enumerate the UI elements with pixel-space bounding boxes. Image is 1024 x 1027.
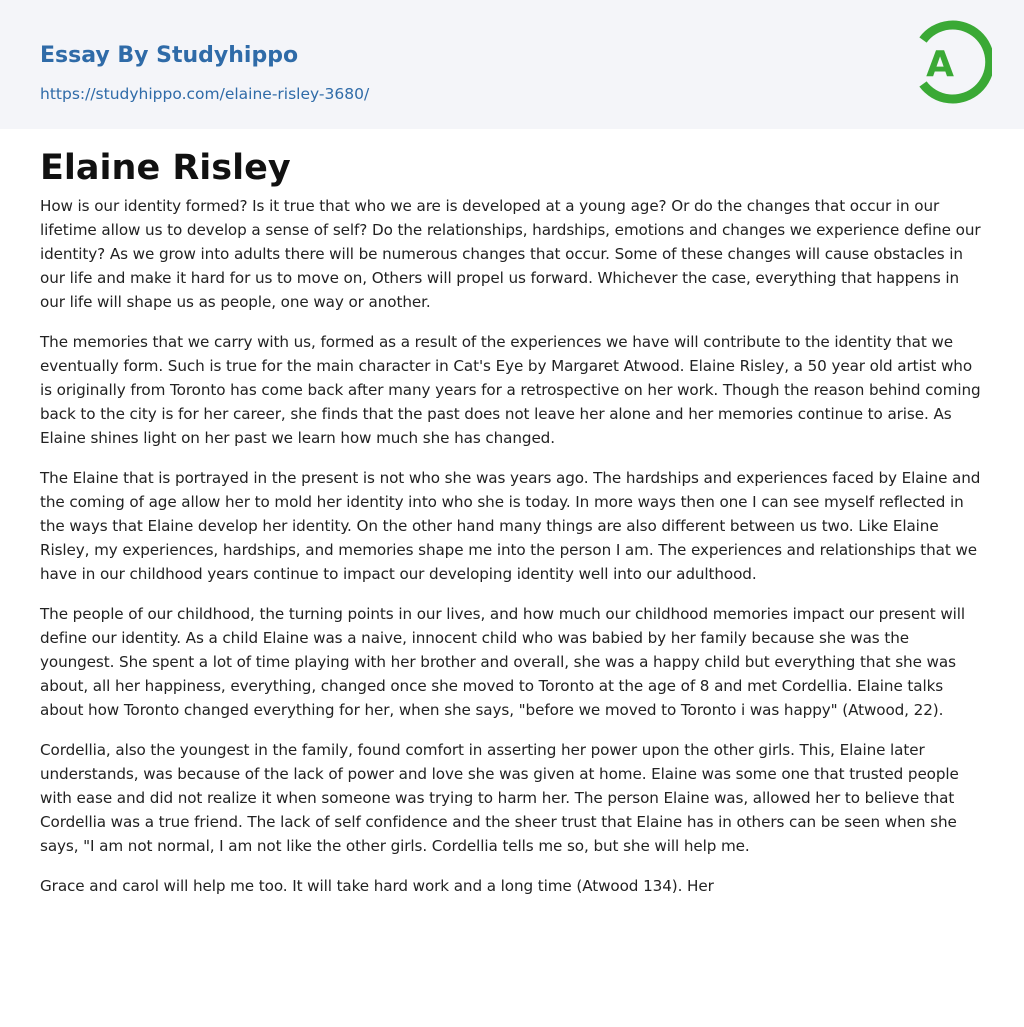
studyhippo-logo-icon[interactable] [906, 16, 992, 108]
essay-paragraph: How is our identity formed? Is it true that who we are is developed at a young age? Or do the changes that occur in our lifetime allow us to develop a sense of self? Do the relationships, hardships, emotions and changes we experience define our identity? As we grow into adults there will be numerous changes that occur. Some of these changes will cause obstacles in our life and make it hard for us to move on, Others will propel us forward. Whichever the case, everything that happens in our life will shape us as people, one way or another. [40, 197, 981, 311]
essay-article [40, 146, 984, 914]
essay-paragraph: Cordellia, also the youngest in the family, found comfort in asserting her power upon the other girls. This, Elaine later understands, was because of the lack of power and love she was given at home. Elaine was some one that trusted people with ease and did not realize it when someone was trying to harm her. The person Elaine was, allowed her to believe that Cordellia was a true friend. The lack of self confidence and the sheer trust that Elaine has in others can be seen when she says, "I am not normal, I am not like the other girls. Cordellia tells me so, but she will help me. [40, 741, 959, 855]
source-url-link[interactable]: https://studyhippo.com/elaine-risley-3680/ [40, 85, 370, 103]
essay-title: Elaine Risley [40, 148, 291, 188]
essay-paragraph: Grace and carol will help me too. It will take hard work and a long time (Atwood 134). Her [40, 877, 714, 895]
essay-paragraph: The Elaine that is portrayed in the present is not who she was years ago. The hardships and experiences faced by Elaine and the coming of age allow her to mold her identity into who she is today. In more ways then one I can see myself reflected in the ways that Elaine develop her identity. On the other hand many things are also different between us two. Like Elaine Risley, my experiences, hardships, and memories shape me into the person I am. The experiences and relationships that we have in our childhood years continue to impact our developing identity well into our adulthood. [40, 469, 981, 583]
essay-paragraph: The memories that we carry with us, formed as a result of the experiences we have will contribute to the identity that we eventually form. Such is true for the main character in Cat's Eye by Margaret Atwood. Elaine Risley, a 50 year old artist who is originally from Toronto has come back after many years for a retrospective on her work. Though the reason behind coming back to the city is for her career, she finds that the past does not leave her alone and her memories continue to arise. As Elaine shines light on her past we learn how much she has changed. [40, 333, 981, 447]
essay-paragraph: The people of our childhood, the turning points in our lives, and how much our childhood memories impact our present will define our identity. As a child Elaine was a naive, innocent child who was babied by her family because she was the youngest. She spent a lot of time playing with her brother and overall, she was a happy child but everything that she was about, all her happiness, everything, changed once she moved to Toronto at the age of 8 and met Cordellia. Elaine talks about how Toronto changed everything for her, when she says, "before we moved to Toronto i was happy" (Atwood, 22). [40, 605, 966, 719]
logo-letter: A [926, 44, 954, 85]
site-header [0, 0, 1024, 129]
brand-title[interactable]: Essay By Studyhippo [40, 43, 299, 68]
